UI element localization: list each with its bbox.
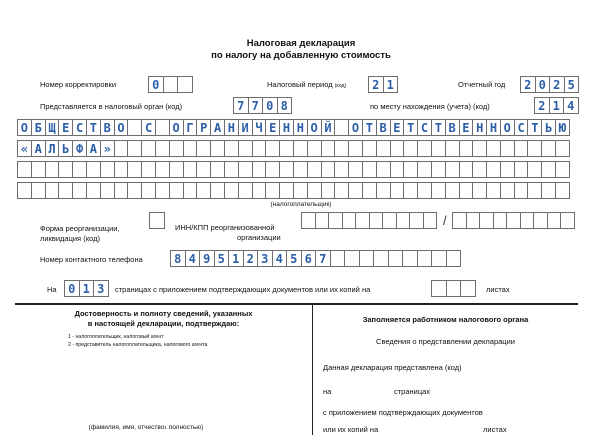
char-cell: Т [86, 119, 101, 136]
char-cell [224, 140, 239, 157]
officer-subheading: Сведения о представлении декларации [376, 337, 515, 346]
taxpayer-name-line-3[interactable] [17, 161, 570, 178]
char-cell [127, 182, 142, 199]
char-cell [315, 212, 330, 229]
pages-suffix: листах [486, 285, 510, 294]
pages-count-field[interactable] [64, 280, 109, 297]
char-cell [520, 212, 535, 229]
char-cell [402, 250, 418, 267]
char-cell [359, 250, 375, 267]
char-cell [527, 182, 542, 199]
reorg-kpp-field[interactable] [452, 212, 575, 229]
reorg-inn-label-2: организации [237, 233, 281, 242]
char-cell: Ф [72, 140, 87, 157]
tax-authority-field[interactable] [233, 97, 292, 114]
char-cell [362, 182, 377, 199]
char-cell [196, 161, 211, 178]
char-cell [472, 161, 487, 178]
char-cell [155, 140, 170, 157]
char-cell [472, 182, 487, 199]
char-cell [486, 140, 501, 157]
char-cell: 0 [64, 280, 80, 297]
phone-label: Номер контактного телефона [40, 255, 143, 264]
char-cell: Н [486, 119, 501, 136]
char-cell: 1 [383, 76, 399, 93]
location-field[interactable] [534, 97, 579, 114]
char-cell [334, 119, 349, 136]
char-cell [446, 280, 462, 297]
char-cell: Н [279, 119, 294, 136]
char-cell [149, 212, 165, 229]
char-cell: А [210, 119, 225, 136]
char-cell [31, 182, 46, 199]
char-cell [369, 212, 384, 229]
char-cell: Й [321, 119, 336, 136]
char-cell: 0 [262, 97, 278, 114]
char-cell [279, 140, 294, 157]
char-cell [72, 161, 87, 178]
char-cell [342, 212, 357, 229]
char-cell [238, 161, 253, 178]
char-cell: Ю [555, 119, 570, 136]
char-cell: 3 [257, 250, 273, 267]
char-cell [31, 161, 46, 178]
char-cell [238, 182, 253, 199]
tax-period-field[interactable] [368, 76, 398, 93]
char-cell: 5 [286, 250, 302, 267]
char-cell [527, 140, 542, 157]
char-cell [362, 161, 377, 178]
char-cell: А [31, 140, 46, 157]
tax-period-label: Налоговый период (код) [267, 80, 347, 89]
char-cell [17, 182, 32, 199]
char-cell [127, 161, 142, 178]
char-cell: 3 [93, 280, 109, 297]
char-cell [210, 140, 225, 157]
char-cell [486, 182, 501, 199]
char-cell: Е [58, 119, 73, 136]
location-label: по месту нахождения (учета) (код) [370, 102, 490, 111]
char-cell [196, 140, 211, 157]
char-cell [334, 182, 349, 199]
correction-label: Номер корректировки [40, 80, 117, 89]
char-cell: Т [362, 119, 377, 136]
char-cell [163, 76, 179, 93]
char-cell: О [17, 119, 32, 136]
char-cell [348, 161, 363, 178]
char-cell [541, 161, 556, 178]
char-cell [390, 161, 405, 178]
char-cell [141, 140, 156, 157]
char-cell: « [17, 140, 32, 157]
char-cell [238, 140, 253, 157]
char-cell: Ь [58, 140, 73, 157]
char-cell [514, 161, 529, 178]
char-cell [431, 250, 447, 267]
char-cell [224, 182, 239, 199]
char-cell [155, 182, 170, 199]
char-cell [155, 119, 170, 136]
reorg-inn-label-1: ИНН/КПП реорганизованной [175, 223, 275, 232]
char-cell [224, 161, 239, 178]
char-cell: Ь [541, 119, 556, 136]
char-cell: Г [183, 119, 198, 136]
char-cell: Т [527, 119, 542, 136]
char-cell: 9 [199, 250, 215, 267]
char-cell: С [417, 119, 432, 136]
char-cell [169, 140, 184, 157]
char-cell [17, 161, 32, 178]
char-cell: 4 [272, 250, 288, 267]
char-cell [431, 280, 447, 297]
char-cell [210, 161, 225, 178]
char-cell [252, 140, 267, 157]
char-cell [390, 140, 405, 157]
char-cell [114, 140, 129, 157]
char-cell [479, 212, 494, 229]
char-cell [388, 250, 404, 267]
char-cell: 4 [185, 250, 201, 267]
char-cell [169, 161, 184, 178]
char-cell: С [514, 119, 529, 136]
char-cell [396, 212, 411, 229]
char-cell: Щ [45, 119, 60, 136]
char-cell [307, 182, 322, 199]
char-cell: 1 [228, 250, 244, 267]
char-cell [403, 140, 418, 157]
char-cell: Е [459, 119, 474, 136]
char-cell [114, 161, 129, 178]
reorg-label-1: Форма реорганизации, [40, 224, 120, 233]
char-cell [541, 182, 556, 199]
char-cell: Е [265, 119, 280, 136]
char-cell [252, 161, 267, 178]
char-cell: О [169, 119, 184, 136]
presented-label: Данная декларация представлена (код) [323, 363, 462, 372]
char-cell [514, 140, 529, 157]
char-cell [127, 119, 142, 136]
char-cell [500, 161, 515, 178]
char-cell: 0 [535, 76, 551, 93]
reorg-code-field[interactable] [149, 212, 165, 229]
char-cell: 7 [248, 97, 264, 114]
char-cell [527, 161, 542, 178]
char-cell: 0 [148, 76, 164, 93]
char-cell [114, 182, 129, 199]
char-cell [321, 140, 336, 157]
char-cell [177, 76, 193, 93]
inn-kpp-separator: / [443, 213, 447, 228]
char-cell: В [376, 119, 391, 136]
char-cell [301, 212, 316, 229]
char-cell [252, 182, 267, 199]
char-cell [409, 212, 424, 229]
char-cell [431, 182, 446, 199]
char-cell: 7 [315, 250, 331, 267]
char-cell [376, 140, 391, 157]
attach-label: с приложением подтверждающих документов [323, 408, 483, 417]
taxpayer-caption: (налогоплательщик) [270, 201, 332, 208]
char-cell: 8 [277, 97, 293, 114]
char-cell [376, 182, 391, 199]
char-cell: 2 [368, 76, 384, 93]
char-cell [321, 182, 336, 199]
sheets-count-field[interactable] [431, 280, 476, 297]
char-cell [330, 250, 346, 267]
char-cell [390, 182, 405, 199]
char-cell: Н [472, 119, 487, 136]
page-title: Налоговая декларация [246, 38, 356, 49]
char-cell [127, 140, 142, 157]
char-cell: Л [45, 140, 60, 157]
char-cell [196, 182, 211, 199]
report-year-field[interactable] [520, 76, 579, 93]
char-cell: 2 [243, 250, 259, 267]
char-cell: Н [293, 119, 308, 136]
char-cell [58, 161, 73, 178]
char-cell: 7 [233, 97, 249, 114]
char-cell [547, 212, 562, 229]
char-cell: А [86, 140, 101, 157]
char-cell [293, 161, 308, 178]
char-cell [45, 161, 60, 178]
char-cell [58, 182, 73, 199]
char-cell: В [100, 119, 115, 136]
char-cell [45, 182, 60, 199]
taxpayer-name-line-2[interactable] [17, 140, 570, 157]
char-cell: Т [431, 119, 446, 136]
fio-caption: (фамилия, имя, отчество$^1$ полностью) [88, 424, 204, 431]
char-cell [417, 182, 432, 199]
char-cell: О [348, 119, 363, 136]
confirm-heading-2: в настоящей декларации, подтверждаю: [87, 319, 240, 328]
char-cell [334, 140, 349, 157]
char-cell [141, 161, 156, 178]
char-cell [472, 140, 487, 157]
taxpayer-name-line-4[interactable] [17, 182, 570, 199]
char-cell [355, 212, 370, 229]
char-cell: Т [403, 119, 418, 136]
signer-option-1: 1 - налогоплательщик, налоговый агент [68, 334, 164, 340]
char-cell: Б [31, 119, 46, 136]
char-cell [155, 161, 170, 178]
char-cell [328, 212, 343, 229]
char-cell [506, 212, 521, 229]
char-cell [445, 161, 460, 178]
char-cell [362, 140, 377, 157]
report-year-label: Отчетный год [458, 80, 506, 89]
char-cell [423, 212, 438, 229]
char-cell [466, 212, 481, 229]
char-cell: В [445, 119, 460, 136]
char-cell [555, 182, 570, 199]
char-cell [431, 161, 446, 178]
char-cell [500, 182, 515, 199]
reorg-inn-field[interactable] [301, 212, 437, 229]
page-subtitle: по налогу на добавленную стоимость [211, 50, 391, 61]
char-cell [417, 161, 432, 178]
char-cell: Е [390, 119, 405, 136]
char-cell [72, 182, 87, 199]
char-cell [514, 182, 529, 199]
officer-pages-label: страницах [394, 387, 431, 396]
pages-middle-text: страницах с приложением подтверждающих документов или их копий на [115, 285, 371, 294]
char-cell: И [238, 119, 253, 136]
char-cell [403, 182, 418, 199]
char-cell [555, 161, 570, 178]
char-cell [417, 250, 433, 267]
char-cell [86, 182, 101, 199]
char-cell [560, 212, 575, 229]
section-divider [15, 303, 578, 305]
char-cell [307, 161, 322, 178]
char-cell [265, 140, 280, 157]
char-cell: » [100, 140, 115, 157]
correction-field[interactable] [148, 76, 193, 93]
char-cell [445, 140, 460, 157]
char-cell [348, 140, 363, 157]
char-cell [445, 182, 460, 199]
char-cell [293, 182, 308, 199]
char-cell [486, 161, 501, 178]
officer-heading: Заполняется работником налогового органа [362, 315, 529, 324]
copies-label: или их копий на [323, 425, 379, 434]
char-cell [376, 161, 391, 178]
char-cell [265, 182, 280, 199]
char-cell [169, 182, 184, 199]
char-cell [446, 250, 462, 267]
char-cell [183, 182, 198, 199]
char-cell: 2 [520, 76, 536, 93]
char-cell [334, 161, 349, 178]
char-cell: 4 [563, 97, 579, 114]
char-cell [382, 212, 397, 229]
char-cell [344, 250, 360, 267]
char-cell: 2 [549, 76, 565, 93]
on-label: на [323, 387, 332, 396]
char-cell [459, 182, 474, 199]
char-cell: Р [196, 119, 211, 136]
char-cell [459, 161, 474, 178]
char-cell [183, 140, 198, 157]
signer-option-2: 2 - представитель налогоплательщика, налогового агента [68, 342, 208, 348]
officer-sheets-label: листах [483, 425, 507, 434]
char-cell [86, 161, 101, 178]
char-cell [459, 140, 474, 157]
char-cell [373, 250, 389, 267]
char-cell: 1 [79, 280, 95, 297]
char-cell [307, 140, 322, 157]
char-cell: О [114, 119, 129, 136]
char-cell: Н [224, 119, 239, 136]
char-cell: С [141, 119, 156, 136]
pages-prefix: На [47, 285, 57, 294]
char-cell [100, 182, 115, 199]
char-cell: Ч [252, 119, 267, 136]
char-cell [321, 161, 336, 178]
char-cell [265, 161, 280, 178]
char-cell [533, 212, 548, 229]
char-cell [100, 161, 115, 178]
char-cell: О [307, 119, 322, 136]
char-cell: 1 [549, 97, 565, 114]
tax-authority-label: Представляется в налоговый орган (код) [40, 102, 183, 111]
char-cell [403, 161, 418, 178]
char-cell [452, 212, 467, 229]
taxpayer-name-line-1[interactable] [17, 119, 570, 136]
char-cell [279, 182, 294, 199]
char-cell [141, 182, 156, 199]
char-cell [348, 182, 363, 199]
char-cell [555, 140, 570, 157]
char-cell: 5 [214, 250, 230, 267]
char-cell: С [72, 119, 87, 136]
char-cell: 6 [301, 250, 317, 267]
reorg-label-2: ликвидация (код) [40, 234, 100, 243]
char-cell [210, 182, 225, 199]
char-cell: 5 [564, 76, 580, 93]
phone-field[interactable] [170, 250, 461, 267]
char-cell [279, 161, 294, 178]
char-cell: 8 [170, 250, 186, 267]
confirm-heading-1: Достоверность и полноту сведений, указанных [74, 309, 253, 318]
char-cell [460, 280, 476, 297]
char-cell [493, 212, 508, 229]
char-cell [417, 140, 432, 157]
char-cell: О [500, 119, 515, 136]
char-cell: 2 [534, 97, 550, 114]
char-cell [541, 140, 556, 157]
char-cell [293, 140, 308, 157]
char-cell [183, 161, 198, 178]
char-cell [431, 140, 446, 157]
char-cell [500, 140, 515, 157]
